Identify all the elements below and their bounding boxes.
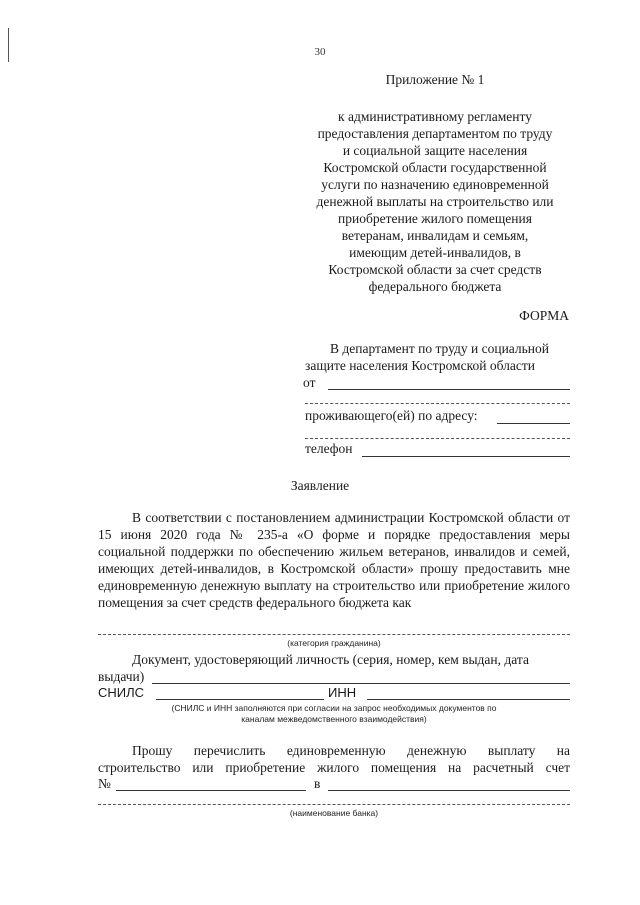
from-field[interactable] [328, 389, 570, 390]
phone-label: телефон [305, 441, 353, 456]
inn-label: ИНН [328, 685, 357, 700]
appendix-line: денежной выплаты на строительство или [316, 194, 554, 209]
bank-caption: (наименование банка) [289, 808, 379, 818]
phone-field[interactable] [362, 456, 570, 457]
document-field[interactable] [152, 683, 570, 684]
snils-label: СНИЛС [98, 685, 145, 700]
appendix-line: приобретение жилого помещения [338, 211, 532, 226]
snils-inn-note-line-2: каналам межведомственного взаимодействия) [241, 714, 427, 724]
category-caption: (категория гражданина) [287, 638, 381, 648]
statement-paragraph: В соответствии с постановлением администрации Костромской области от 15 июня 2020 года № 235-а «О форме и порядке предоставления меры социальной поддержки по обеспечению жильем ветеранов, инвалидов и семей, имеющих детей-инвалидов, в Костромской области» прошу предоставить мне единовременную денежную выплату на строительство или приобретение жилого помещения за счет средств федерального бюджета как [98, 510, 570, 610]
document-label-line-1: Документ, удостоверяющий личность (серия, номер, кем выдан, дата [132, 652, 529, 667]
appendix-line: ветеранам, инвалидам и семьям, [341, 228, 529, 243]
from-field-extra[interactable] [305, 403, 570, 404]
bank-in-label: в [314, 776, 321, 791]
address-field[interactable] [497, 423, 570, 424]
appendix-heading: Приложение № 1 [385, 72, 485, 87]
appendix-text [300, 108, 570, 295]
appendix-line: федерального бюджета [368, 279, 502, 294]
addressee-line-1: В департамент по труду и социальной [330, 341, 549, 356]
appendix-line: Костромской области за счет средств [328, 262, 542, 277]
snils-inn-note-line-1: (СНИЛС и ИНН заполняются при согласии на запрос необходимых документов по [171, 703, 497, 713]
addressee-line-2: защите населения Костромской области [305, 358, 535, 373]
inn-field[interactable] [367, 699, 570, 700]
account-number-field[interactable] [116, 790, 306, 791]
form-label: ФОРМА [519, 308, 569, 323]
bank-name-field[interactable] [98, 804, 570, 805]
transfer-request-line-1: Прошу перечислить единовременную денежную выплату на [132, 743, 570, 758]
appendix-line: и социальной защите населения [342, 143, 528, 158]
appendix-line: имеющим детей-инвалидов, в [349, 245, 521, 260]
bank-field[interactable] [328, 790, 570, 791]
address-field-extra[interactable] [305, 438, 570, 439]
document-label-line-2: выдачи) [98, 669, 145, 684]
page-number: 30 [314, 46, 326, 58]
address-label: проживающего(ей) по адресу: [305, 408, 478, 423]
transfer-request-line-2: строительство или приобретение жилого помещения на расчетный счет [98, 760, 570, 775]
appendix-line: предоставления департаментом по труду [317, 126, 553, 141]
from-label: от [303, 375, 316, 390]
account-number-label: № [98, 776, 111, 791]
appendix-line: к административному регламенту [338, 109, 532, 124]
appendix-line: услуги по назначению единовременной [321, 177, 549, 192]
appendix-line: Костромской области государственной [323, 160, 547, 175]
snils-field[interactable] [156, 699, 324, 700]
document-title: Заявление [290, 478, 350, 493]
category-field[interactable] [98, 634, 570, 635]
